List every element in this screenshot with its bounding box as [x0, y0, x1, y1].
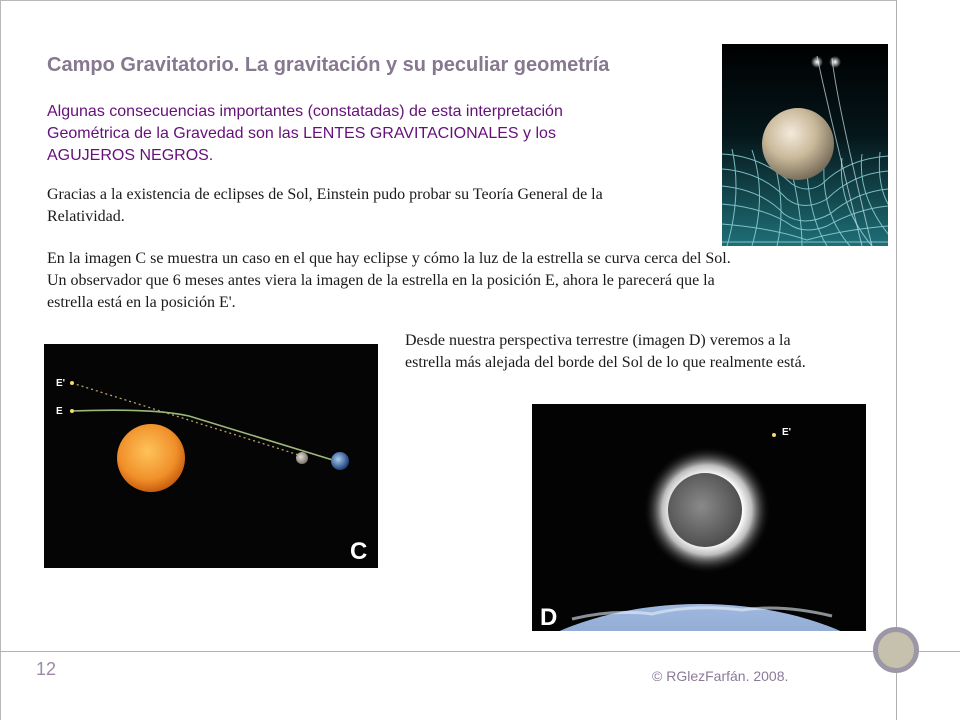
copyright-text: © RGlezFarfán. 2008. — [652, 668, 789, 684]
paragraph-image-c: En la imagen C se muestra un caso en el que hay eclipse y cómo la luz de la estrella se curva cerca del Sol. Un observador que 6 meses antes viera la imagen de la estrella en la posición E, ahora le parecerá que la estrella está en la posición E'. — [47, 250, 731, 311]
frame-left-line — [0, 0, 1, 720]
divider-horizontal — [0, 651, 960, 652]
intro-text: Algunas consecuencias importantes (constatadas) de esta interpretación Geométrica de la Gravedad son las LENTES GRAVITACIONALES y los AGUJEROS NEGROS. — [47, 103, 563, 164]
page-number: 12 — [36, 659, 57, 679]
frame-top-line — [0, 0, 896, 1]
figure-c-sun-light-bending — [44, 344, 378, 568]
divider-vertical — [896, 0, 897, 720]
label-e-c: E — [56, 406, 63, 417]
figure-label-d: D — [540, 604, 558, 631]
paragraph-image-d: Desde nuestra perspectiva terrestre (imagen D) veremos a la estrella más alejada del borde del Sol de lo que realmente está. — [405, 332, 806, 371]
figure-d-eclipse-view — [532, 404, 866, 631]
figure-label-c: C — [350, 538, 368, 565]
label-e-prime-c: E' — [56, 378, 66, 389]
decorative-circle-icon — [873, 627, 919, 673]
slide-title: Campo Gravitatorio. La gravitación y su peculiar geometría — [47, 54, 610, 76]
label-e-prime-d: E' — [782, 427, 792, 438]
spacetime-curvature-image — [722, 44, 888, 246]
paragraph-eclipse: Gracias a la existencia de eclipses de Sol, Einstein pudo probar su Teoría General de la Relatividad. — [47, 186, 603, 225]
